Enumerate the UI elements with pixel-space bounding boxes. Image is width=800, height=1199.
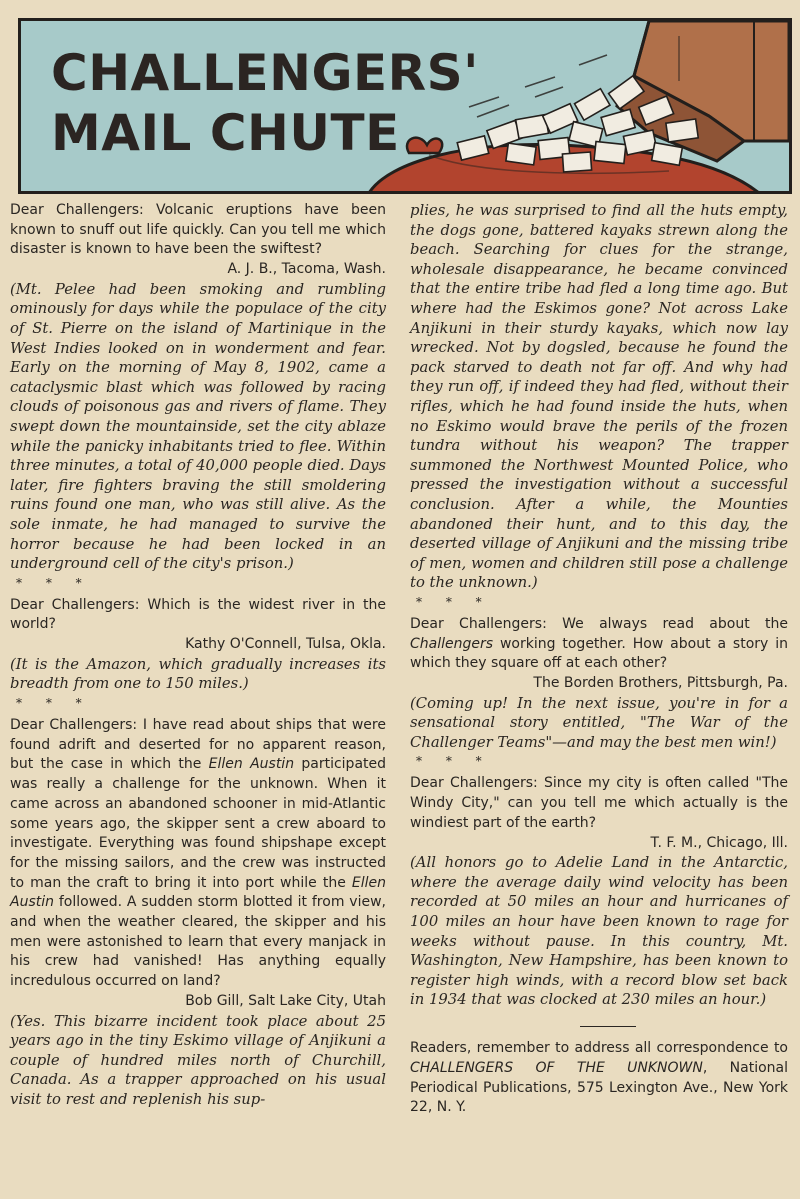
footer-part-2: , National Periodical Publications, 575 Lexington Ave., New York 22, N. Y. [410,1059,788,1116]
separator: * * * [416,754,492,769]
letter-5-answer: (All honors go to Adelie Land in the Antarctic, where the average daily wind velocity has been recorded at 50 miles an hour and hurricanes of 100 miles an hour have been known to rage for weeks without pause. In this country, Mt. Washington, New Hampshire, has been known to register high winds, with a record blow set back in 1934 that was clocked at 230 miles an hour.) [410,854,788,1009]
mail-chute-illustration [349,21,789,193]
letter-4-question [410,615,788,674]
separator: * * * [16,575,92,590]
footer-note [410,1039,788,1118]
letter-4-signature: The Borden Brothers, Pittsburgh, Pa. [533,674,788,691]
letter-4-answer: (Coming up! In the next issue, you're in for a sensational story entitled, "The War of the Challenger Teams"—and may the best men win!) [410,694,788,751]
letter-4-question-part-2: working together. How about a story in which they square off at each other? [410,635,788,672]
letter-2-answer: (It is the Amazon, which gradually increases its breadth from one to 150 miles.) [10,655,386,693]
team-name: Challengers [410,635,494,652]
letter-2-signature: Kathy O'Connell, Tulsa, Okla. [185,636,386,653]
footer-part-1: Readers, remember to address all correspondence to [410,1040,788,1057]
letter-3-question-part-2: participated was really a challenge for the unknown. When it came across an abandoned schooner in mid-Atlantic some years ago, the skipper sent a crew aboard to investigate. Everything was found shipshape except for the missing sailors, and the crew was instructed to man the craft to bring it into port while the [10,756,387,891]
footer-magazine-title: CHALLENGERS OF THE UNKNOWN [410,1059,703,1076]
title-line-2: MAIL CHUTE [51,104,400,162]
letter-3-question [10,716,386,992]
letter-3-answer-continued: plies, he was surprised to find all the huts empty, the dogs gone, battered kayaks strewn along the beach. Searching for clues for the strange, wholesale disappearance, he became convinced that the entire tribe had fled a long time ago. But where had the Eskimos gone? Not across Lake Anjikuni in their sturdy kayaks, which now lay wrecked. Not by dogsled, because he found the pack starved to death not far off. And why had they run off, if indeed they had fled, without their rifles, which he had found inside the huts, when no Eskimo would brave the perils of the frozen tundra without his weapon? The trapper summoned the Northwest Mounted Police, who pressed the investigation without a successful conclusion. After a while, the Mounties abandoned their hunt, and to this day, the deserted village of Anjikuni and the missing tribe of men, women and children still pose a challenge to the unknown.) [410,202,788,592]
letter-3-question-part-3: followed. A sudden storm blotted it from view, and when the weather cleared, the skipper and his men were astonished to learn that every manjack in his crew had vanished! Has anything equally incredulous occurred on land? [10,894,386,990]
letter-3-question-part-1: Dear Challengers: I have read about ships that were found adrift and deserted for no apparent reason, but the case in which the [10,717,386,773]
letter-1-answer: (Mt. Pelee had been smoking and rumbling ominously for days while the populace of the city of St. Pierre on the island of Martinique in the West Indies looked on in wonderment and fear. Early on the morning of May 8, 1902, came a cataclysmic blast which was followed by racing clouds of poisonous gas and rivers of flame. They swept down the mountainside, set the city ablaze while the panicky inhabitants tried to flee. Within three minutes, a total of 40,000 people died. Days later, fire fighters braving the still smoldering ruins found one man, who was still alive. As the sole inmate, he had managed to survive the horror because he had been locked in an underground cell of the city's prison.) [10,280,386,573]
letter-5-signature: T. F. M., Chicago, Ill. [650,834,788,851]
left-column [10,201,386,1110]
title-line-1: CHALLENGERS' [51,44,479,102]
ship-name: Ellen Austin [10,874,386,911]
letter-2-question: Dear Challengers: Which is the widest river in the world? [10,596,386,633]
letter-1-question: Dear Challengers: Volcanic eruptions have been known to snuff out life quickly. Can you tell me which disaster is known to have been the swiftest? [10,202,386,258]
letter-1-signature: A. J. B., Tacoma, Wash. [227,261,386,278]
ship-name: Ellen Austin [208,756,295,773]
divider [580,1026,636,1027]
letter-3-signature: Bob Gill, Salt Lake City, Utah [185,992,386,1009]
separator: * * * [416,594,492,609]
letter-4-question-part-1: Dear Challengers: We always read about the [410,615,788,632]
letter-5-question: Dear Challengers: Since my city is often called "The Windy City," can you tell me which actually is the windiest part of the earth? [410,775,788,831]
letter-3-answer-start: (Yes. This bizarre incident took place about 25 years ago in the tiny Eskimo village of Anjikuni a couple of hundred miles north of Churchill, Canada. As a trapper approached on his usual visit to rest and replenish his sup- [10,1012,386,1108]
header-panel [18,18,792,194]
right-column [410,201,788,1118]
separator: * * * [16,696,92,711]
